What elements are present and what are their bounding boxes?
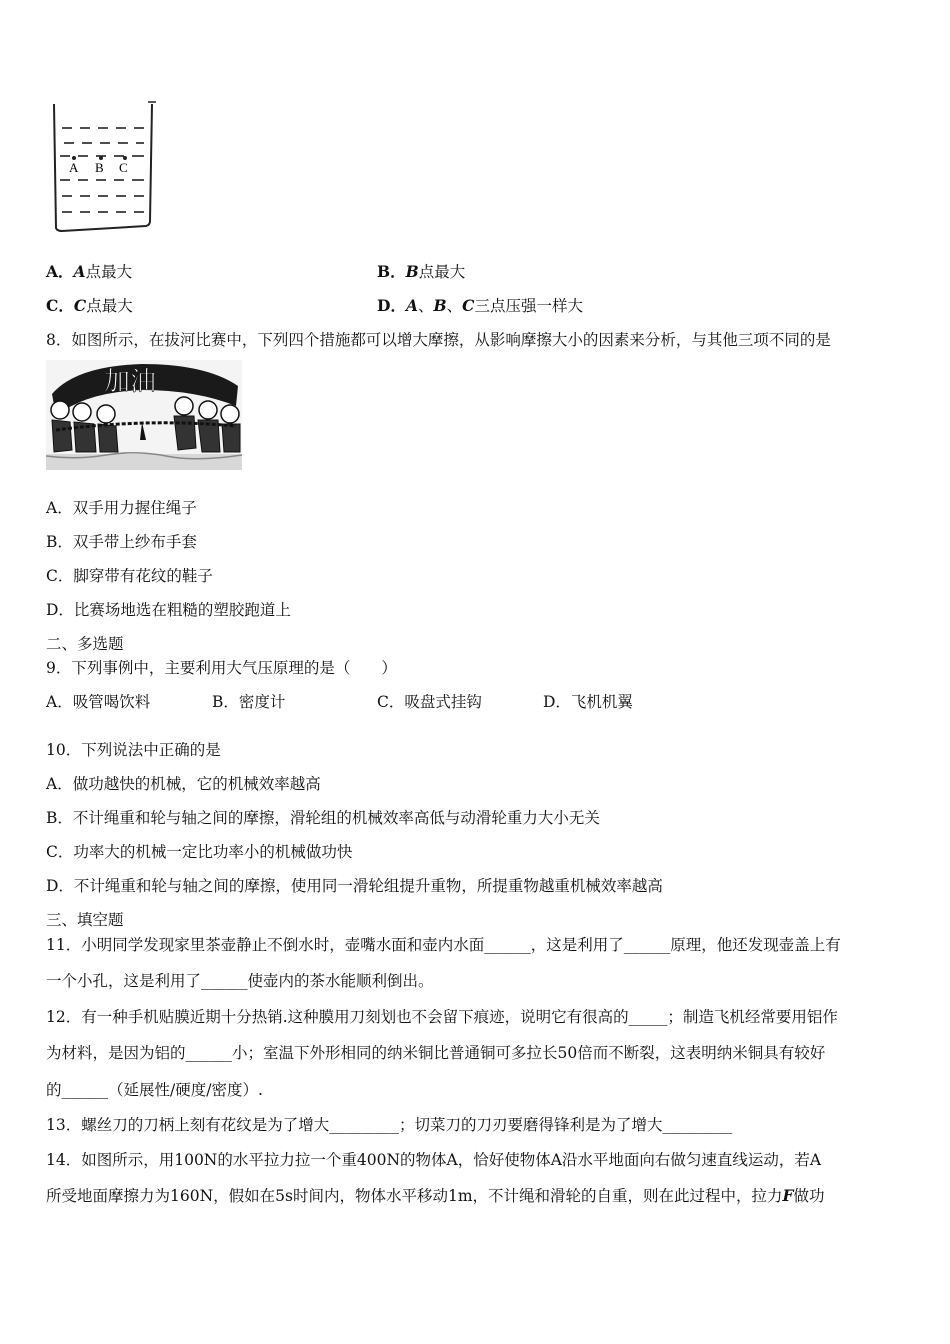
q12-line-1: 12．有一种手机贴膜近期十分热销.这种膜用刀刻划也不会留下痕迹，说明它有很高的_____；制造飞机经常要用铝作 — [46, 1008, 838, 1026]
q14-line-2: 所受地面摩擦力为160N，假如在5s时间内，物体水平移动1m，不计绳和滑轮的自重，则在此过程中，拉力F做功 — [46, 1186, 825, 1205]
beaker-figure — [48, 100, 158, 235]
q8-stem: 8．如图所示，在拔河比赛中，下列四个措施都可以增大摩擦，从影响摩擦大小的因素来分析，与其他三项不同的是 — [46, 331, 831, 349]
q12-line-3: 的______（延展性/硬度/密度）. — [46, 1081, 263, 1099]
q9-option-a: A．吸管喝饮料 — [46, 693, 151, 711]
q9-option-b: B．密度计 — [212, 693, 286, 711]
q8-option-b: B．双手带上纱布手套 — [46, 533, 197, 551]
q11-line-1: 11．小明同学发现家里茶壶静止不倒水时，壶嘴水面和壶内水面______，这是利用了______原理，他还发现壶盖上有 — [46, 936, 841, 954]
q7-option-d: D．A、B、C三点压强一样大 — [377, 296, 583, 315]
q10-stem: 10．下列说法中正确的是 — [46, 741, 221, 759]
q10-option-d: D．不计绳重和轮与轴之间的摩擦，使用同一滑轮组提升重物，所提重物越重机械效率越高 — [46, 877, 663, 895]
q11-line-2: 一个小孔，这是利用了______使壶内的茶水能顺利倒出。 — [46, 972, 434, 990]
tug-of-war-figure — [46, 360, 242, 470]
q7-option-a: A．A点最大 — [46, 262, 133, 281]
q8-option-c: C．脚穿带有花纹的鞋子 — [46, 567, 213, 585]
q8-option-a: A．双手用力握住绳子 — [46, 499, 197, 517]
point-c-label: C — [119, 160, 128, 175]
q10-option-c: C．功率大的机械一定比功率小的机械做功快 — [46, 843, 353, 861]
q7-option-b: B．B点最大 — [377, 262, 466, 281]
point-b-label: B — [95, 160, 104, 175]
banner-text: 加油 — [104, 367, 157, 397]
q9-stem: 9．下列事例中，主要利用大气压原理的是（ ） — [46, 659, 397, 677]
q9-option-c: C．吸盘式挂钩 — [377, 693, 482, 711]
section-heading-multiple-choice: 二、多选题 — [46, 635, 124, 653]
q8-option-d: D．比赛场地选在粗糙的塑胶跑道上 — [46, 601, 291, 619]
point-a-label: A — [69, 160, 79, 175]
q12-line-2: 为材料，是因为铝的______小；室温下外形相同的纳米铜比普通铜可多拉长50倍而不断裂，这表明纳米铜具有较好 — [46, 1044, 826, 1062]
q14-line-1: 14．如图所示，用100N的水平拉力拉一个重400N的物体A，恰好使物体A沿水平地面向右做匀速直线运动，若A — [46, 1151, 822, 1169]
q9-option-d: D．飞机机翼 — [543, 693, 633, 711]
q13-line-1: 13．螺丝刀的刀柄上刻有花纹是为了增大_________；切菜刀的刀刃要磨得锋利是为了增大_________ — [46, 1116, 733, 1134]
q10-option-a: A．做功越快的机械，它的机械效率越高 — [46, 775, 321, 793]
q7-option-c: C．C点最大 — [46, 296, 133, 315]
section-heading-fill-in: 三、填空题 — [46, 911, 124, 929]
q10-option-b: B．不计绳重和轮与轴之间的摩擦，滑轮组的机械效率高低与动滑轮重力大小无关 — [46, 809, 600, 827]
team-left — [51, 401, 118, 452]
